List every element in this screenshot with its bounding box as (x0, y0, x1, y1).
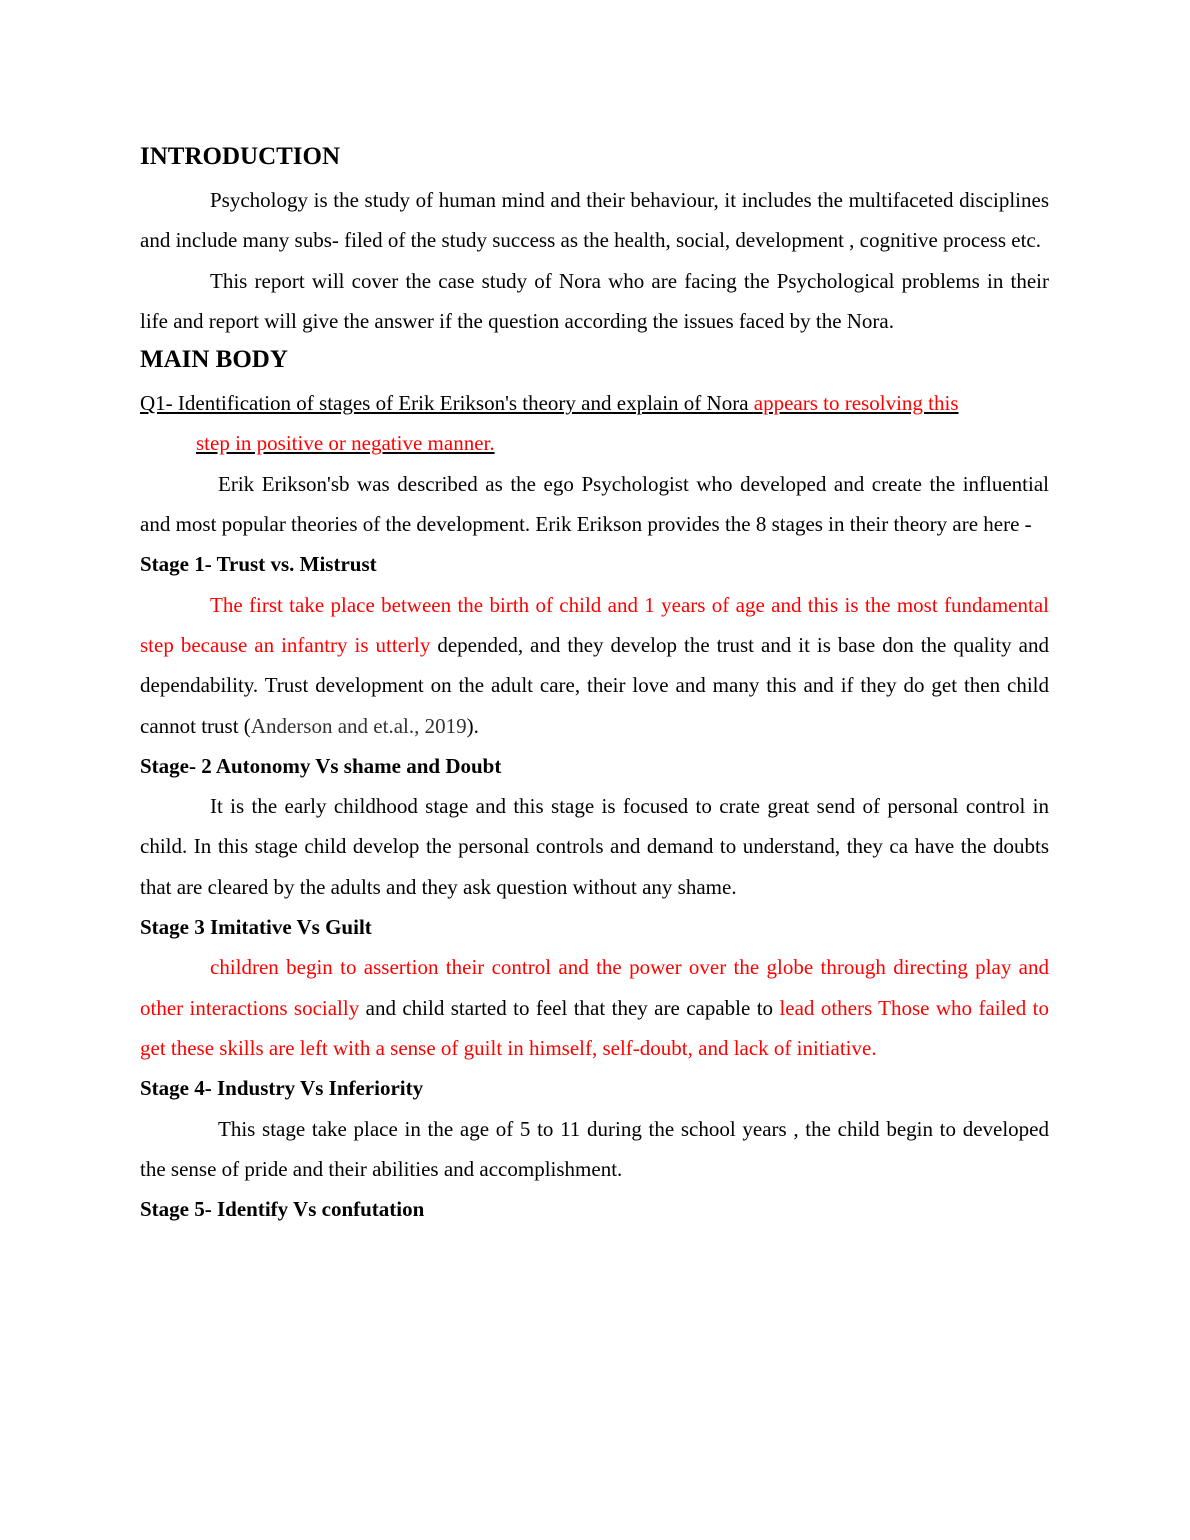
document-page (140, 138, 1049, 1229)
stage-3-red-text-1: children begin to assertion their control and the power over the globe through directing play and other interactions socially (140, 955, 1049, 1020)
stage-1-citation: Anderson and et.al., 2019 (250, 713, 467, 738)
stage-1-paragraph (140, 585, 1049, 746)
stage-2-paragraph: It is the early childhood stage and this stage is focused to crate great send of personal control in child. In this stage child develop the personal controls and demand to understand, they ca have the doubts that are cleared by the adults and they ask question without any shame. (140, 794, 1049, 899)
stage-3-red-text-2: lead others Those who failed to get these skills are left with a sense of guilt in himself, self-doubt, and lack of initiative. (140, 995, 1049, 1060)
stage-2-title: Stage- 2 Autonomy Vs shame and Doubt (140, 753, 502, 778)
question-1-red-continuation: step in positive or negative manner. (196, 431, 495, 456)
stage-3-paragraph (140, 947, 1049, 1068)
stage-1-red-text: The first take place between the birth of child and 1 years of age and this is the most fundamental step because an infantry is utterly (140, 592, 1049, 657)
question-1-heading (140, 383, 1049, 464)
introduction-heading: INTRODUCTION (140, 143, 341, 170)
stage-5-title: Stage 5- Identify Vs confutation (140, 1197, 425, 1222)
stage-4-paragraph: This stage take place in the age of 5 to 11 during the school years , the child begin to developed the sense of pride and their abilities and accomplishment. (140, 1116, 1049, 1181)
question-1-text: Q1- Identification of stages of Erik Erikson's theory and explain of Nora (140, 391, 754, 416)
stage-1-end: ). (466, 713, 479, 738)
stage-3-title: Stage 3 Imitative Vs Guilt (140, 915, 372, 940)
stage-4-title: Stage 4- Industry Vs Inferiority (140, 1076, 424, 1101)
stage-1-title: Stage 1- Trust vs. Mistrust (140, 552, 377, 577)
stage-3-text: and child started to feel that they are capable to (359, 995, 780, 1020)
erikson-paragraph: Erik Erikson'sb was described as the ego Psychologist who developed and create the influential and most popular theories of the development. Erik Erikson provides the 8 stages in their theory are here - (140, 471, 1049, 537)
intro-paragraph-1: Psychology is the study of human mind and their behaviour, it includes the multifaceted disciplines and include many subs- filed of the study success as the health, social, development , cognitive process etc. (140, 188, 1049, 253)
intro-paragraph-2: This report will cover the case study of Nora who are facing the Psychological problems in their life and report will give the answer if the question according the issues faced by the Nora. (140, 268, 1049, 333)
question-1-red-text: appears to resolving this (753, 391, 959, 416)
stage-1-text: depended, and they develop the trust and it is base don the quality and dependability. Trust development on the adult care, their love and many this and if they do get then child cannot trust ( (140, 632, 1049, 738)
main-body-heading: MAIN BODY (140, 346, 288, 374)
